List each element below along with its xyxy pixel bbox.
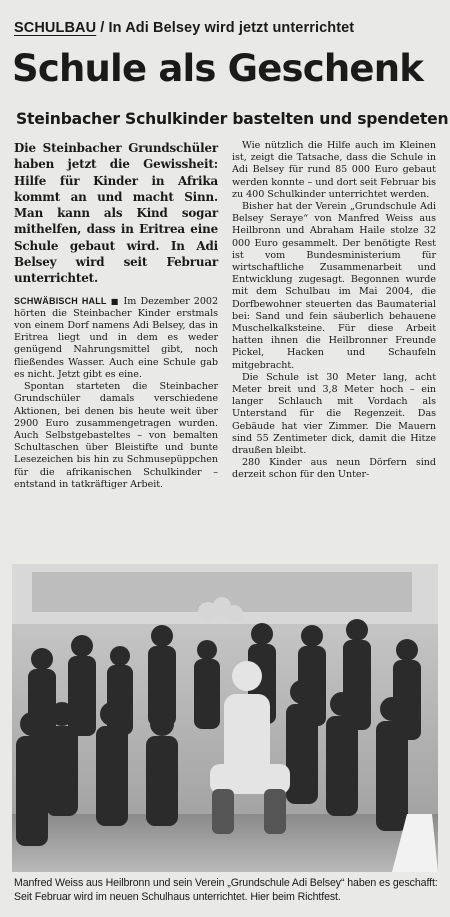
kicker-section: SCHULBAU [14, 20, 97, 36]
kicker [14, 20, 439, 36]
teaser-paragraph: Die Steinbacher Grundschüler haben jetzt die Gewissheit: Hilfe für Kinder in Afrika kommt an und macht Sinn. Man kann als Kind sogar mithelfen, dass in Eritrea eine Schule gebaut wird. In Adi Belsey wird seit Februar unterrichtet. [14, 141, 218, 286]
dateline-marker: ■ [110, 296, 120, 306]
article-paragraph: Die Schule ist 30 Meter lang, acht Meter breit und 3,8 Meter hoch – ein langer Schlauch mit Vordach als Unterstand für die Regenzeit. Das Gebäude hat vier Zimmer. Die Mauern sind 55 Zentimeter dick, damit die Hitze draußen bleibt. [232, 371, 436, 457]
subheadline: Steinbacher Schulkinder bastelten und spendeten [16, 110, 449, 128]
paragraph-text: Im Dezember 2002 hörten die Steinbacher Kinder erstmals von einem Dorf namens Adi Belsey, das in Eritrea liegt und in dem es weder genügend Nahrungsmittel gibt, noch fließendes Wasser. Auch eine Schule gab es nicht. Jetzt gibt es eine. [14, 295, 218, 380]
dateline: SCHWÄBISCH HALL [14, 295, 107, 306]
kicker-text: / In Adi Belsey wird jetzt unterrichtet [96, 20, 355, 36]
article-paragraph [14, 295, 218, 381]
group-photo [12, 564, 438, 872]
article-paragraph: 280 Kinder aus neun Dörfern sind derzeit schon für den Unter- [232, 457, 436, 481]
article-paragraph: Spontan starteten die Steinbacher Grundschüler damals verschiedene Aktionen, bei denen bis heute weit über 2900 Euro zusammengetragen wurden. Auch Selbstgebasteltes – von bemalten Schultaschen über Bleistifte und bunte Lesezeichen bis hin zu Schmusepüppchen für die afrikanischen Schulkinder – entstand in tatkräftiger Arbeit. [14, 381, 218, 490]
photo-caption: Manfred Weiss aus Heilbronn und sein Verein „Grundschule Adi Belsey“ haben es geschafft: Seit Februar wird im neuen Schulhaus unterrichtet. Hier beim Richtfest. [14, 877, 438, 903]
article-paragraph: Wie nützlich die Hilfe auch im Kleinen ist, zeigt die Tatsache, dass die Schule in Adi Belsey für rund 85 000 Euro gebaut werden konnte – und dort seit Februar bis zu 400 Schulkinder unterrichtet werden. [232, 140, 436, 200]
headline: Schule als Geschenk [12, 47, 424, 90]
article-column-left [14, 140, 218, 491]
article-paragraph: Bisher hat der Verein „Grundschule Adi Belsey Seraye“ von Manfred Weiss aus Heilbronn und Abraham Haile stolze 32 000 Euro gesammelt. Der benötigte Rest ist vom Bundesministerium für wirtschaftliche Zusammenarbeit und Entwicklung zugesagt. Begonnen wurde mit dem Schulbau im Mai 2004, die Dorfbewohner steuerten das Baumaterial bei: Sand und fein säuberlich behauene Muschelkalksteine. Für diese Arbeit hatten ihnen die Heilbronner Freunde Pickel, Hacken und Schaufeln mitgebracht. [232, 201, 436, 371]
article-column-right [232, 140, 436, 482]
